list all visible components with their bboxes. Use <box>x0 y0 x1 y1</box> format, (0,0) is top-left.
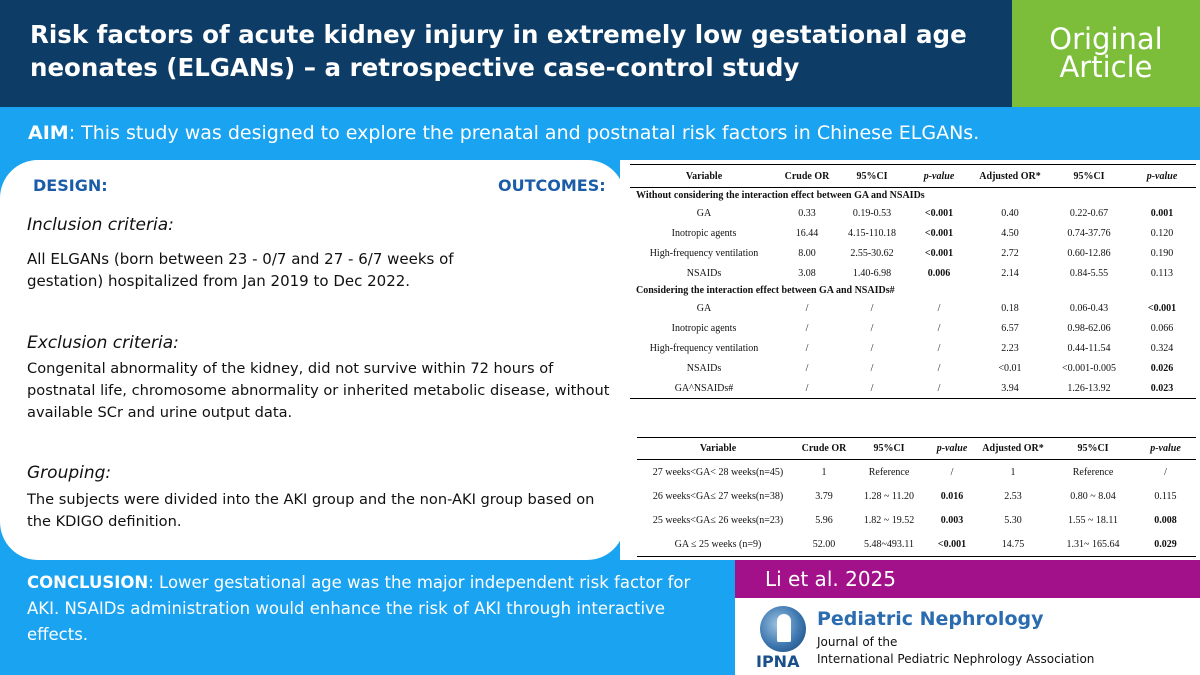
cell: / <box>937 302 941 314</box>
cell: 0.06-0.43 <box>1069 302 1109 314</box>
ipna-figure-icon <box>777 614 791 642</box>
cell: 8.00 <box>798 247 816 259</box>
table-row <box>630 223 1196 243</box>
col-header: Crude OR <box>799 438 849 460</box>
table-header-row <box>637 438 1196 460</box>
col-header: Variable <box>630 165 778 188</box>
cell: <0.001 <box>924 207 954 219</box>
cell: 0.001 <box>1150 207 1174 219</box>
col-header: 95%CI <box>849 438 929 460</box>
cell: GA <box>696 207 712 219</box>
gestational-age-table <box>637 437 1196 557</box>
cell: 0.006 <box>927 267 951 279</box>
aim-label: AIM <box>28 122 69 144</box>
cell: 6.57 <box>1001 322 1019 334</box>
outcomes-label: OUTCOMES: <box>498 176 606 195</box>
cell: 1.28 ~ 11.20 <box>863 490 915 502</box>
cell: 1.40-6.98 <box>852 267 892 279</box>
cell: GA ≤ 25 weeks (n=9) <box>637 532 799 557</box>
cell: 1 <box>821 466 827 478</box>
cell: / <box>1164 466 1167 478</box>
cell: / <box>908 378 970 399</box>
col-header: Variable <box>637 438 799 460</box>
table-row <box>630 298 1196 318</box>
cell: 0.066 <box>1150 322 1174 334</box>
cell: / <box>937 362 941 374</box>
cell: 1.26-13.92 <box>1050 378 1128 399</box>
table-row <box>630 243 1196 263</box>
col-header: Crude OR <box>778 165 836 188</box>
exclusion-text: Congenital abnormality of the kidney, did not survive within 72 hours of postnatal life, chromosome abnormality or inherited metabolic disease, without available SCr and urine output data. <box>27 360 610 421</box>
cell: / <box>870 342 874 354</box>
cell: / <box>870 302 874 314</box>
section-title: Considering the interaction effect between GA and NSAIDs# <box>636 285 895 296</box>
cell: Reference <box>868 466 910 478</box>
badge-line-2: Article <box>1059 50 1153 84</box>
exclusion-heading: Exclusion criteria: <box>27 333 179 353</box>
cell: 0.023 <box>1128 378 1196 399</box>
article-type-badge <box>1012 0 1200 107</box>
conclusion-statement <box>27 570 717 648</box>
badge-line-1: Original <box>1049 22 1163 56</box>
cell: 5.96 <box>815 514 833 526</box>
cell: High-frequency ventilation <box>649 342 759 354</box>
cell: 16.44 <box>795 227 819 239</box>
cell: 1.31~ 165.64 <box>1051 532 1135 557</box>
cell: GA <box>696 302 712 314</box>
cell: 2.55-30.62 <box>850 247 894 259</box>
cell: <0.001 <box>1147 302 1177 314</box>
cell: 3.94 <box>970 378 1050 399</box>
conclusion-text: : Lower gestational age was the major independent risk factor for AKI. NSAIDs administration would enhance the risk of AKI through interactive effects. <box>27 573 691 644</box>
cell: / <box>870 362 874 374</box>
aim-statement <box>28 122 979 144</box>
cell: 25 weeks<GA≤ 26 weeks(n=23) <box>652 514 784 526</box>
table-row <box>630 263 1196 283</box>
cell: 4.50 <box>1001 227 1019 239</box>
col-header: p-value <box>929 438 975 460</box>
cell: 5.48~493.11 <box>849 532 929 557</box>
cell: 0.113 <box>1150 267 1174 279</box>
cell: 2.53 <box>1004 490 1022 502</box>
cell: Reference <box>1072 466 1114 478</box>
col-header: 95%CI <box>1051 438 1135 460</box>
cell: 0.44-11.54 <box>1067 342 1111 354</box>
risk-factor-table <box>630 164 1196 399</box>
cell: 5.30 <box>1004 514 1022 526</box>
design-label: DESIGN: <box>33 176 108 195</box>
table-row <box>630 378 1196 399</box>
cell: / <box>937 322 941 334</box>
journal-name: Pediatric Nephrology <box>817 608 1044 630</box>
cell: 0.029 <box>1135 532 1196 557</box>
cell: / <box>778 378 836 399</box>
cell: 2.72 <box>1001 247 1019 259</box>
journal-subtitle-2: International Pediatric Nephrology Association <box>817 652 1095 666</box>
cell: / <box>805 342 809 354</box>
cell: <0.001 <box>924 247 954 259</box>
table-row <box>637 508 1196 532</box>
cell: 4.15-110.18 <box>848 227 896 239</box>
cell: NSAIDs <box>686 362 722 374</box>
cell: 0.40 <box>1001 207 1019 219</box>
cell: 0.22-0.67 <box>1069 207 1109 219</box>
cell: 0.18 <box>1001 302 1019 314</box>
table-row <box>637 484 1196 508</box>
cell: 52.00 <box>799 532 849 557</box>
cell: 0.003 <box>940 514 964 526</box>
cell: GA^NSAIDs# <box>630 378 778 399</box>
cell: 27 weeks<GA< 28 weeks(n=45) <box>652 466 784 478</box>
col-header: p-value <box>1135 438 1196 460</box>
section-row <box>630 188 1196 204</box>
cell: 0.016 <box>940 490 964 502</box>
table-row <box>637 532 1196 557</box>
cell: 0.84-5.55 <box>1069 267 1109 279</box>
journal-subtitle-1: Journal of the <box>817 635 898 649</box>
cell: 1.55 ~ 18.11 <box>1067 514 1119 526</box>
table-row <box>630 203 1196 223</box>
col-header: 95%CI <box>836 165 908 188</box>
cell: 0.80 ~ 8.04 <box>1070 490 1116 502</box>
citation-text: Li et al. 2025 <box>765 567 896 591</box>
table-row <box>630 358 1196 378</box>
table-row <box>637 460 1196 485</box>
ipna-logo-text: IPNA <box>756 652 800 671</box>
cell: 0.74-37.76 <box>1067 227 1111 239</box>
cell: / <box>870 322 874 334</box>
inclusion-heading: Inclusion criteria: <box>27 215 174 235</box>
col-header: 95%CI <box>1050 165 1128 188</box>
cell: 0.190 <box>1150 247 1174 259</box>
cell: / <box>950 466 954 478</box>
col-header: p-value <box>1128 165 1196 188</box>
cell: <0.01 <box>998 362 1022 374</box>
cell: / <box>836 378 908 399</box>
conclusion-label: CONCLUSION <box>27 573 149 592</box>
inclusion-text: All ELGANs (born between 23 - 0/7 and 27 - 6/7 weeks of gestation) hospitalized from Jan 2019 to Dec 2022. <box>27 250 454 290</box>
cell: 0.19-0.53 <box>852 207 892 219</box>
cell: <0.001-0.005 <box>1062 362 1116 374</box>
aim-text: : This study was designed to explore the prenatal and postnatal risk factors in Chinese ELGANs. <box>68 122 980 144</box>
col-header: Adjusted OR* <box>970 165 1050 188</box>
section-row <box>630 283 1196 298</box>
cell: <0.001 <box>924 227 954 239</box>
cell: 0.120 <box>1150 227 1174 239</box>
cell: Inotropic agents <box>671 322 737 334</box>
cell: 0.026 <box>1150 362 1174 374</box>
grouping-text: The subjects were divided into the AKI group and the non-AKI group based on the KDIGO definition. <box>27 491 595 530</box>
cell: NSAIDs <box>686 267 722 279</box>
cell: High-frequency ventilation <box>649 247 759 259</box>
col-header: Adjusted OR* <box>975 438 1051 460</box>
cell: / <box>805 322 809 334</box>
table-row <box>630 318 1196 338</box>
cell: 0.008 <box>1154 514 1177 526</box>
cell: / <box>805 362 809 374</box>
cell: <0.001 <box>929 532 975 557</box>
table-header-row <box>630 165 1196 188</box>
cell: 3.79 <box>815 490 833 502</box>
cell: 1 <box>1010 466 1016 478</box>
cell: / <box>937 342 941 354</box>
grouping-heading: Grouping: <box>27 463 112 483</box>
cell: 3.08 <box>798 267 816 279</box>
cell: 0.115 <box>1154 490 1177 502</box>
cell: / <box>805 302 809 314</box>
cell: 1.82 ~ 19.52 <box>863 514 915 526</box>
cell: 0.60-12.86 <box>1067 247 1111 259</box>
page-title: Risk factors of acute kidney injury in extremely low gestational age neonates (ELGANs) – a retrospective case-control study <box>30 20 967 82</box>
cell: 26 weeks<GA≤ 27 weeks(n=38) <box>652 490 784 502</box>
cell: 0.33 <box>798 207 816 219</box>
cell: 0.98-62.06 <box>1067 322 1111 334</box>
cell: 2.23 <box>1001 342 1019 354</box>
cell: Inotropic agents <box>671 227 737 239</box>
table-row <box>630 338 1196 358</box>
section-title: Without considering the interaction effect between GA and NSAIDs <box>636 190 925 201</box>
cell: 14.75 <box>975 532 1051 557</box>
cell: 0.324 <box>1150 342 1174 354</box>
col-header: p-value <box>908 165 970 188</box>
cell: 2.14 <box>1001 267 1019 279</box>
